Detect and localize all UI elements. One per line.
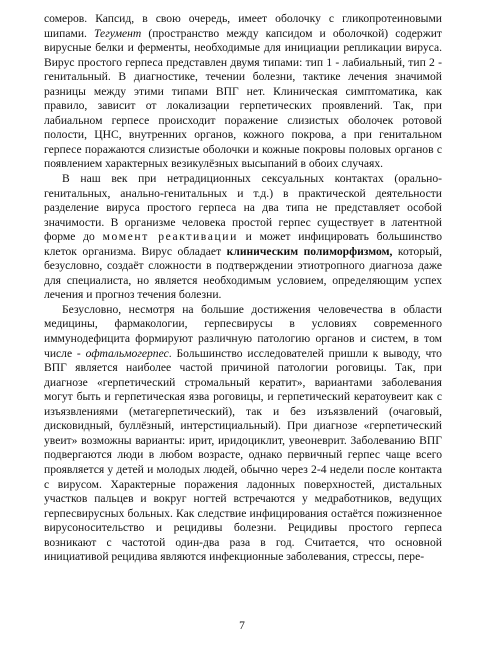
text-run: который, безусловно, создаёт сложности в подтверждении этиотропного диагноза даже для специалиста, но является необходимым условием, определяющим успех лечения и прогноз течения болезни. xyxy=(44,244,442,302)
paragraph xyxy=(44,172,442,303)
text-run: и может инфицировать большинство клеток организма. Вирус обладает xyxy=(44,230,443,258)
paragraph xyxy=(44,12,442,172)
paragraph xyxy=(44,303,442,565)
italic-term: офтальмогерпес xyxy=(85,346,169,360)
spaced-term: момент реактивации xyxy=(102,230,238,244)
body-text xyxy=(44,12,442,565)
page-number: 7 xyxy=(239,620,245,632)
text-run: Безусловно, несмотря на большие достижения человечества в области медицины, фармакологии, герпесвирусы в условиях современного иммунодефицита формируют различную патологию органов и систем, в том числе - xyxy=(44,302,442,360)
text-run: . Большинство исследователей пришли к выводу, что ВПГ является наиболее частой причиной патологии роговицы. Так, при диагнозе «герпетический стромальный кератит», вариантами заболевания могут быть и герпетическая язва роговицы, и герпетический кератоувеит как с изъязвлениями (метагерпетический), так и без изъязвлений (очаговый, дисковидный, буллёзный, интерстициальный). При диагнозе «герпетический увеит» возможны варианты: ирит, иридоциклит, увеоневрит. Заболеванию ВПГ подвергаются люди в любом возрасте, однако первичный герпес чаще всего проявляется у детей и молодых людей, обычно через 2-4 недели после контакта с вирусом. Характерные поражения ладонных поверхностей, дистальных участков пальцев и вокруг ногтей встречаются у медработников, ведущих герпесвирусных больных. Как следствие инфицирования остаётся пожизненное вирусоносительство и рецидивы болезни. Рецидивы простого герпеса возникают с частотой один-два раза в год. Считается, что основной инициативой рецидива являются инфекционные заболевания, стрессы, пере- xyxy=(44,346,442,564)
text-run: (пространство между капсидом и оболочкой) содержит вирусные белки и ферменты, необходимые для инициации репликации вируса. Вирус простого герпеса представлен двумя типами: тип 1 - лабиальный, тип 2 - генитальный. В диагностике, течении болезни, тактике лечения значимой разницы между этими типами ВПГ нет. Клиническая симптоматика, как правило, зависит от локализации герпетических проявлений. Так, при лабиальном герпесе происходит поражение слизистых оболочек ротовой полости, ЦНС, внутренних органов, кожного покрова, а при генитальном герпесе поражаются слизистые оболочки и кожные покровы половых органов с появлением характерных везикулёзных высыпаний в обоих случаях. xyxy=(44,26,443,171)
text-run: В наш век при нетрадиционных сексуальных контактах (орально-генитальных, анально-генитальных и т.д.) в практической деятельности разделение вируса простого герпеса на два типа не представляет особой значимости. В организме человека простой герпес существует в латентной форме до xyxy=(44,172,442,244)
bold-term: клиническим полиморфизмом, xyxy=(226,244,393,258)
text-run: сомеров. Капсид, в свою очередь, имеет оболочку с гликопротеиновыми шипами. xyxy=(44,12,442,40)
italic-term: Тегумент xyxy=(94,26,142,40)
